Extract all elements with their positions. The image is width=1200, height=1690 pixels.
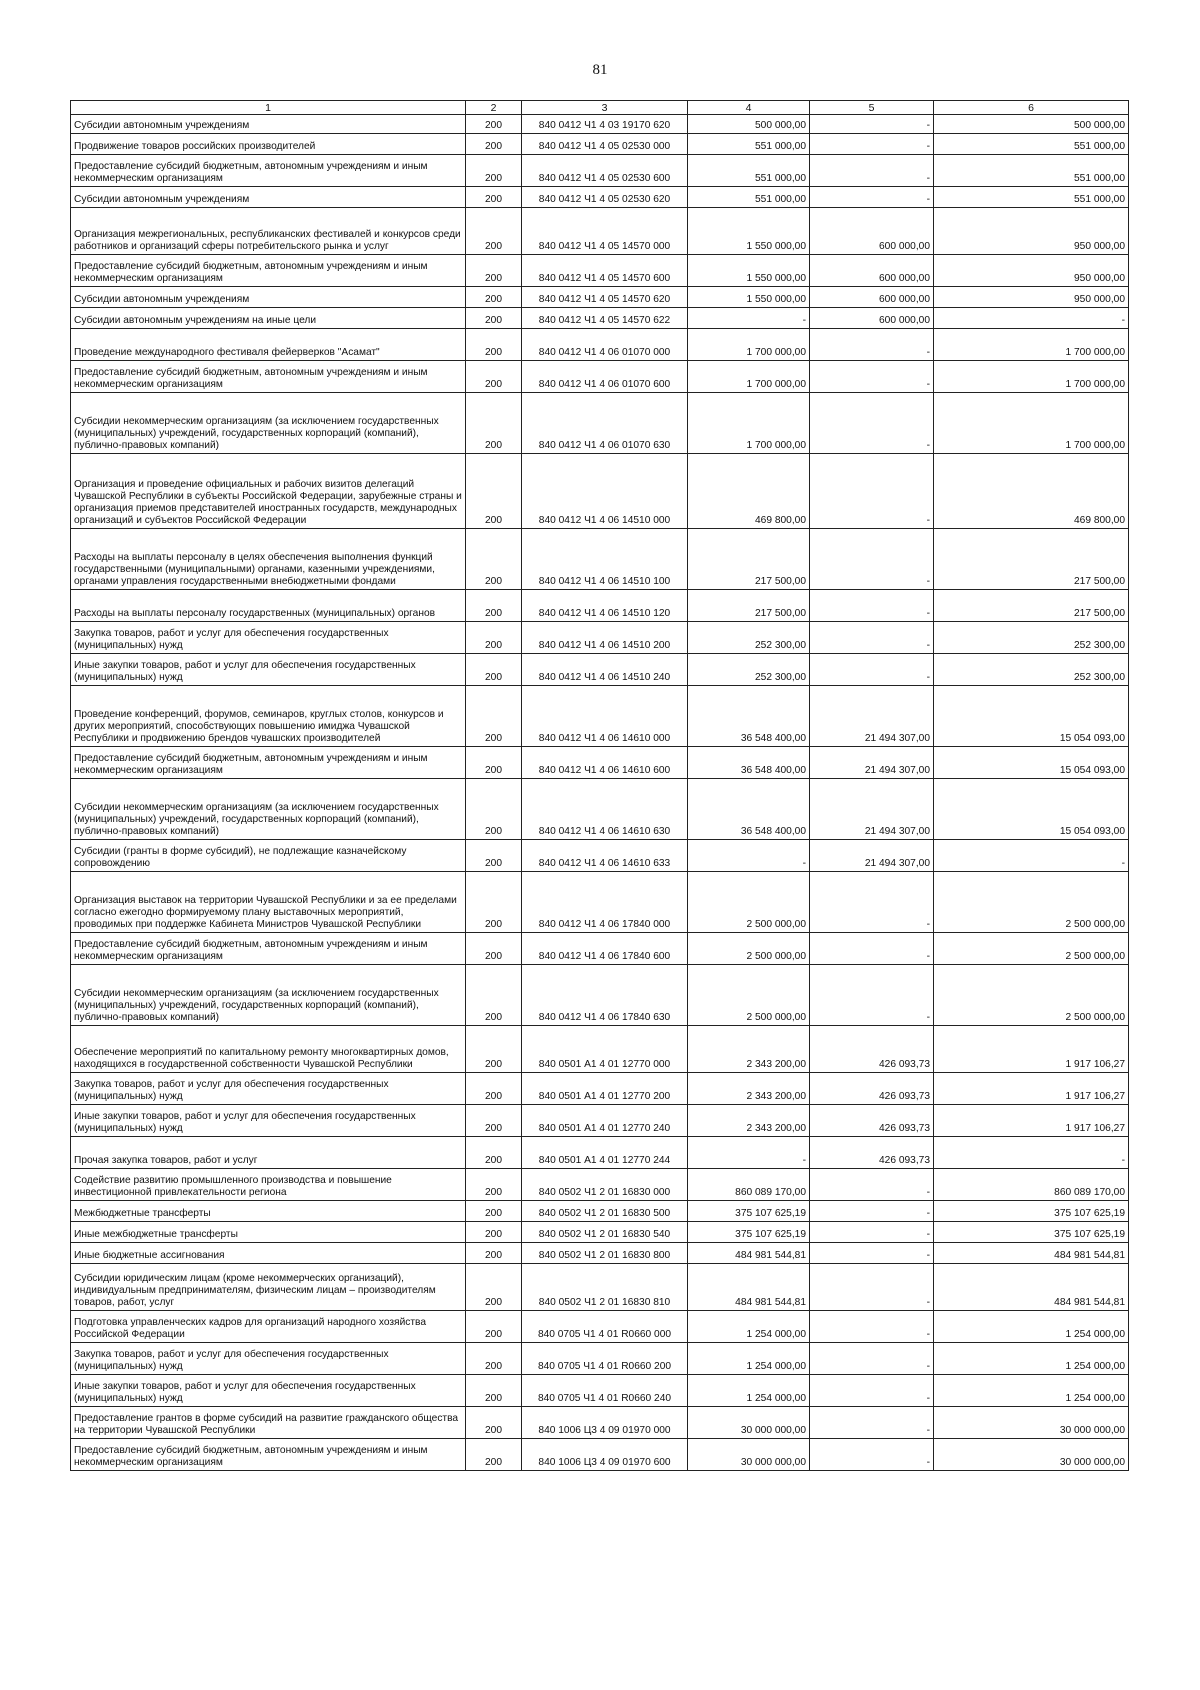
row-code-cell: 200	[466, 1343, 522, 1375]
table-row	[71, 255, 1129, 287]
row-kbk-cell: 840 0412 Ч1 4 06 14610 630	[522, 779, 688, 840]
row-code-cell: 200	[466, 779, 522, 840]
row-value-col5: -	[810, 115, 934, 134]
row-name-cell: Иные закупки товаров, работ и услуг для обеспечения государственных (муниципальных) нужд	[71, 654, 466, 686]
row-code-cell: 200	[466, 187, 522, 208]
table-row	[71, 454, 1129, 529]
row-code-cell: 200	[466, 1222, 522, 1243]
row-code-cell: 200	[466, 840, 522, 872]
row-code-cell: 200	[466, 361, 522, 393]
row-value-col5: -	[810, 1201, 934, 1222]
row-value-col5: 21 494 307,00	[810, 747, 934, 779]
row-kbk-cell: 840 0412 Ч1 4 06 14510 100	[522, 529, 688, 590]
row-value-col4: 2 343 200,00	[688, 1105, 810, 1137]
row-value-col4: -	[688, 840, 810, 872]
row-value-col5: -	[810, 1264, 934, 1311]
row-value-col4: 36 548 400,00	[688, 779, 810, 840]
row-code-cell: 200	[466, 1026, 522, 1073]
row-value-col6: 484 981 544,81	[934, 1243, 1129, 1264]
row-value-col5: -	[810, 933, 934, 965]
row-value-col4: 2 343 200,00	[688, 1073, 810, 1105]
row-kbk-cell: 840 0502 Ч1 2 01 16830 500	[522, 1201, 688, 1222]
row-name-cell: Предоставление субсидий бюджетным, автономным учреждениям и иным некоммерческим организациям	[71, 255, 466, 287]
row-code-cell: 200	[466, 1439, 522, 1471]
row-value-col6: 469 800,00	[934, 454, 1129, 529]
row-value-col5: -	[810, 1375, 934, 1407]
row-kbk-cell: 840 0412 Ч1 4 06 14610 633	[522, 840, 688, 872]
table-row	[71, 1073, 1129, 1105]
row-value-col4: 551 000,00	[688, 134, 810, 155]
row-value-col4: 2 500 000,00	[688, 965, 810, 1026]
row-value-col4: 1 550 000,00	[688, 255, 810, 287]
table-row	[71, 1169, 1129, 1201]
row-value-col4: 1 254 000,00	[688, 1343, 810, 1375]
row-value-col5: -	[810, 134, 934, 155]
row-name-cell: Субсидии юридическим лицам (кроме некоммерческих организаций), индивидуальным предпринимателям, физическим лицам – производителям товаров, работ, услуг	[71, 1264, 466, 1311]
column-header: 6	[934, 101, 1129, 115]
row-value-col4: 469 800,00	[688, 454, 810, 529]
row-value-col5: -	[810, 329, 934, 361]
row-name-cell: Предоставление субсидий бюджетным, автономным учреждениям и иным некоммерческим организациям	[71, 1439, 466, 1471]
row-kbk-cell: 840 0412 Ч1 4 05 14570 622	[522, 308, 688, 329]
row-value-col6: 500 000,00	[934, 115, 1129, 134]
row-value-col4: 1 254 000,00	[688, 1311, 810, 1343]
row-code-cell: 200	[466, 1105, 522, 1137]
row-name-cell: Субсидии некоммерческим организациям (за исключением государственных (муниципальных) учреждений, государственных корпораций (компаний), публично-правовых компаний)	[71, 393, 466, 454]
row-value-col5: -	[810, 1311, 934, 1343]
row-value-col6: 30 000 000,00	[934, 1407, 1129, 1439]
row-value-col6: 15 054 093,00	[934, 747, 1129, 779]
row-value-col5: -	[810, 454, 934, 529]
row-value-col5: 600 000,00	[810, 287, 934, 308]
table-row	[71, 287, 1129, 308]
row-value-col6: 551 000,00	[934, 155, 1129, 187]
row-name-cell: Продвижение товаров российских производителей	[71, 134, 466, 155]
table-row	[71, 840, 1129, 872]
row-code-cell: 200	[466, 115, 522, 134]
row-name-cell: Обеспечение мероприятий по капитальному ремонту многоквартирных домов, находящихся в государственной собственности Чувашской Республики	[71, 1026, 466, 1073]
row-kbk-cell: 840 0412 Ч1 4 06 01070 600	[522, 361, 688, 393]
row-value-col5: -	[810, 529, 934, 590]
table-row	[71, 654, 1129, 686]
row-code-cell: 200	[466, 529, 522, 590]
row-value-col6: 950 000,00	[934, 287, 1129, 308]
row-kbk-cell: 840 0412 Ч1 4 05 02530 620	[522, 187, 688, 208]
row-value-col5: 426 093,73	[810, 1073, 934, 1105]
row-value-col4: 1 254 000,00	[688, 1375, 810, 1407]
row-value-col5: -	[810, 1243, 934, 1264]
column-header: 2	[466, 101, 522, 115]
row-kbk-cell: 840 0412 Ч1 4 05 02530 000	[522, 134, 688, 155]
table-row	[71, 872, 1129, 933]
row-value-col4: -	[688, 308, 810, 329]
budget-table	[70, 100, 1129, 1471]
row-name-cell: Закупка товаров, работ и услуг для обеспечения государственных (муниципальных) нужд	[71, 622, 466, 654]
row-value-col5: 21 494 307,00	[810, 840, 934, 872]
table-row	[71, 361, 1129, 393]
row-code-cell: 200	[466, 1407, 522, 1439]
row-value-col4: 36 548 400,00	[688, 747, 810, 779]
row-kbk-cell: 840 1006 Ц3 4 09 01970 000	[522, 1407, 688, 1439]
row-code-cell: 200	[466, 1243, 522, 1264]
row-code-cell: 200	[466, 329, 522, 361]
row-code-cell: 200	[466, 1137, 522, 1169]
row-value-col6: 30 000 000,00	[934, 1439, 1129, 1471]
row-name-cell: Расходы на выплаты персоналу государственных (муниципальных) органов	[71, 590, 466, 622]
table-row	[71, 1026, 1129, 1073]
row-kbk-cell: 840 0412 Ч1 4 06 01070 630	[522, 393, 688, 454]
row-kbk-cell: 840 0502 Ч1 2 01 16830 800	[522, 1243, 688, 1264]
row-value-col5: 21 494 307,00	[810, 779, 934, 840]
row-name-cell: Организация межрегиональных, республиканских фестивалей и конкурсов среди работников и организаций сферы потребительского рынка и услуг	[71, 208, 466, 255]
row-value-col6: 950 000,00	[934, 208, 1129, 255]
row-value-col4: 30 000 000,00	[688, 1439, 810, 1471]
row-value-col5: -	[810, 1407, 934, 1439]
row-name-cell: Подготовка управленческих кадров для организаций народного хозяйства Российской Федерации	[71, 1311, 466, 1343]
column-header: 1	[71, 101, 466, 115]
row-code-cell: 200	[466, 872, 522, 933]
row-value-col5: -	[810, 1343, 934, 1375]
row-value-col4: 551 000,00	[688, 155, 810, 187]
table-row	[71, 1201, 1129, 1222]
column-header: 5	[810, 101, 934, 115]
table-body	[71, 115, 1129, 1471]
row-code-cell: 200	[466, 255, 522, 287]
table-row	[71, 1375, 1129, 1407]
row-kbk-cell: 840 0501 А1 4 01 12770 200	[522, 1073, 688, 1105]
table-row	[71, 308, 1129, 329]
table-row	[71, 590, 1129, 622]
row-value-col6: 1 254 000,00	[934, 1375, 1129, 1407]
row-value-col4: 30 000 000,00	[688, 1407, 810, 1439]
row-kbk-cell: 840 0412 Ч1 4 06 14610 000	[522, 686, 688, 747]
row-value-col4: 1 700 000,00	[688, 329, 810, 361]
table-row	[71, 1343, 1129, 1375]
table-row	[71, 393, 1129, 454]
row-name-cell: Прочая закупка товаров, работ и услуг	[71, 1137, 466, 1169]
row-value-col5: -	[810, 187, 934, 208]
row-code-cell: 200	[466, 287, 522, 308]
row-value-col6: 551 000,00	[934, 134, 1129, 155]
row-kbk-cell: 840 0412 Ч1 4 05 02530 600	[522, 155, 688, 187]
row-value-col4: 1 550 000,00	[688, 287, 810, 308]
table-row	[71, 1105, 1129, 1137]
table-row	[71, 965, 1129, 1026]
row-value-col4: 217 500,00	[688, 529, 810, 590]
row-name-cell: Проведение конференций, форумов, семинаров, круглых столов, конкурсов и других мероприятий, способствующих повышению имиджа Чувашской Республики и продвижению брендов чувашских производителей	[71, 686, 466, 747]
row-code-cell: 200	[466, 933, 522, 965]
row-name-cell: Субсидии автономным учреждениям	[71, 115, 466, 134]
row-value-col6: 15 054 093,00	[934, 779, 1129, 840]
row-value-col4: 2 500 000,00	[688, 933, 810, 965]
table-row	[71, 529, 1129, 590]
table-row	[71, 1439, 1129, 1471]
row-value-col6: 950 000,00	[934, 255, 1129, 287]
table-row	[71, 1264, 1129, 1311]
table-row	[71, 1407, 1129, 1439]
row-value-col6: 217 500,00	[934, 529, 1129, 590]
table-row	[71, 115, 1129, 134]
row-value-col6: 1 254 000,00	[934, 1343, 1129, 1375]
row-kbk-cell: 840 1006 Ц3 4 09 01970 600	[522, 1439, 688, 1471]
row-code-cell: 200	[466, 622, 522, 654]
row-value-col4: 2 343 200,00	[688, 1026, 810, 1073]
row-kbk-cell: 840 0502 Ч1 2 01 16830 810	[522, 1264, 688, 1311]
row-name-cell: Субсидии автономным учреждениям	[71, 187, 466, 208]
row-value-col6: 2 500 000,00	[934, 872, 1129, 933]
row-value-col4: 2 500 000,00	[688, 872, 810, 933]
row-value-col4: 484 981 544,81	[688, 1243, 810, 1264]
row-value-col5: -	[810, 622, 934, 654]
table-row	[71, 747, 1129, 779]
row-kbk-cell: 840 0502 Ч1 2 01 16830 000	[522, 1169, 688, 1201]
row-code-cell: 200	[466, 1073, 522, 1105]
row-kbk-cell: 840 0705 Ч1 4 01 R0660 000	[522, 1311, 688, 1343]
row-value-col6: 1 700 000,00	[934, 329, 1129, 361]
row-name-cell: Предоставление субсидий бюджетным, автономным учреждениям и иным некоммерческим организациям	[71, 155, 466, 187]
row-value-col6: -	[934, 840, 1129, 872]
row-code-cell: 200	[466, 155, 522, 187]
row-value-col5: -	[810, 393, 934, 454]
row-name-cell: Содействие развитию промышленного производства и повышение инвестиционной привлекательности региона	[71, 1169, 466, 1201]
table-row	[71, 208, 1129, 255]
row-value-col6: 551 000,00	[934, 187, 1129, 208]
row-kbk-cell: 840 0502 Ч1 2 01 16830 540	[522, 1222, 688, 1243]
row-value-col5: 600 000,00	[810, 255, 934, 287]
row-value-col5: 21 494 307,00	[810, 686, 934, 747]
row-name-cell: Предоставление субсидий бюджетным, автономным учреждениям и иным некоммерческим организациям	[71, 933, 466, 965]
row-value-col6: 1 917 106,27	[934, 1026, 1129, 1073]
row-code-cell: 200	[466, 1201, 522, 1222]
row-value-col5: 426 093,73	[810, 1105, 934, 1137]
row-value-col4: 375 107 625,19	[688, 1222, 810, 1243]
row-kbk-cell: 840 0412 Ч1 4 03 19170 620	[522, 115, 688, 134]
row-kbk-cell: 840 0412 Ч1 4 06 17840 000	[522, 872, 688, 933]
row-code-cell: 200	[466, 686, 522, 747]
row-value-col6: 860 089 170,00	[934, 1169, 1129, 1201]
row-kbk-cell: 840 0412 Ч1 4 06 01070 000	[522, 329, 688, 361]
row-name-cell: Иные межбюджетные трансферты	[71, 1222, 466, 1243]
row-value-col5: -	[810, 590, 934, 622]
row-value-col5: -	[810, 965, 934, 1026]
row-value-col4: 1 700 000,00	[688, 393, 810, 454]
row-name-cell: Организация и проведение официальных и рабочих визитов делегаций Чувашской Республики в субъекты Российской Федерации, зарубежные страны и организация приемов представителей иностранных государств, международных организаций и субъектов Российской Федерации	[71, 454, 466, 529]
table-header	[71, 101, 1129, 115]
row-code-cell: 200	[466, 393, 522, 454]
row-value-col4: 1 700 000,00	[688, 361, 810, 393]
table-row	[71, 622, 1129, 654]
row-name-cell: Закупка товаров, работ и услуг для обеспечения государственных (муниципальных) нужд	[71, 1073, 466, 1105]
row-kbk-cell: 840 0412 Ч1 4 06 14510 120	[522, 590, 688, 622]
row-value-col6: 1 700 000,00	[934, 393, 1129, 454]
table-row	[71, 686, 1129, 747]
row-kbk-cell: 840 0705 Ч1 4 01 R0660 200	[522, 1343, 688, 1375]
row-value-col4: 484 981 544,81	[688, 1264, 810, 1311]
row-name-cell: Расходы на выплаты персоналу в целях обеспечения выполнения функций государственными (муниципальными) органами, казенными учреждениями, органами управления государственными внебюджетными фондами	[71, 529, 466, 590]
row-value-col4: 551 000,00	[688, 187, 810, 208]
table-row	[71, 1137, 1129, 1169]
row-value-col5: -	[810, 872, 934, 933]
row-name-cell: Иные бюджетные ассигнования	[71, 1243, 466, 1264]
row-code-cell: 200	[466, 1311, 522, 1343]
row-value-col6: 375 107 625,19	[934, 1201, 1129, 1222]
row-value-col6: 2 500 000,00	[934, 933, 1129, 965]
row-kbk-cell: 840 0412 Ч1 4 06 17840 600	[522, 933, 688, 965]
row-value-col6: 1 917 106,27	[934, 1073, 1129, 1105]
row-code-cell: 200	[466, 590, 522, 622]
row-name-cell: Межбюджетные трансферты	[71, 1201, 466, 1222]
row-value-col6: 1 917 106,27	[934, 1105, 1129, 1137]
row-code-cell: 200	[466, 454, 522, 529]
row-name-cell: Субсидии автономным учреждениям на иные цели	[71, 308, 466, 329]
row-code-cell: 200	[466, 654, 522, 686]
row-code-cell: 200	[466, 747, 522, 779]
row-name-cell: Субсидии (гранты в форме субсидий), не подлежащие казначейскому сопровождению	[71, 840, 466, 872]
row-value-col4: 1 550 000,00	[688, 208, 810, 255]
table-row	[71, 155, 1129, 187]
row-kbk-cell: 840 0412 Ч1 4 06 14510 240	[522, 654, 688, 686]
table-row	[71, 779, 1129, 840]
row-value-col5: 600 000,00	[810, 308, 934, 329]
row-code-cell: 200	[466, 1264, 522, 1311]
row-value-col4: 217 500,00	[688, 590, 810, 622]
row-kbk-cell: 840 0412 Ч1 4 05 14570 600	[522, 255, 688, 287]
table-row	[71, 134, 1129, 155]
row-name-cell: Организация выставок на территории Чувашской Республики и за ее пределами согласно ежегодно формируемому плану выставочных мероприятий, проводимых при поддержке Кабинета Министров Чувашской Республики	[71, 872, 466, 933]
column-header: 4	[688, 101, 810, 115]
row-value-col4: 252 300,00	[688, 654, 810, 686]
row-value-col6: 252 300,00	[934, 622, 1129, 654]
row-name-cell: Предоставление грантов в форме субсидий на развитие гражданского общества на территории Чувашской Республики	[71, 1407, 466, 1439]
row-value-col4: 375 107 625,19	[688, 1201, 810, 1222]
row-value-col5: -	[810, 1439, 934, 1471]
row-kbk-cell: 840 0412 Ч1 4 05 14570 620	[522, 287, 688, 308]
row-value-col6: 375 107 625,19	[934, 1222, 1129, 1243]
table-row	[71, 1222, 1129, 1243]
row-kbk-cell: 840 0705 Ч1 4 01 R0660 240	[522, 1375, 688, 1407]
row-value-col5: 426 093,73	[810, 1137, 934, 1169]
row-value-col5: -	[810, 654, 934, 686]
row-name-cell: Субсидии некоммерческим организациям (за исключением государственных (муниципальных) учреждений, государственных корпораций (компаний), публично-правовых компаний)	[71, 965, 466, 1026]
row-value-col6: 1 700 000,00	[934, 361, 1129, 393]
row-value-col6: 2 500 000,00	[934, 965, 1129, 1026]
row-value-col4: 36 548 400,00	[688, 686, 810, 747]
row-kbk-cell: 840 0412 Ч1 4 06 14510 000	[522, 454, 688, 529]
header-row	[71, 101, 1129, 115]
row-code-cell: 200	[466, 965, 522, 1026]
row-name-cell: Закупка товаров, работ и услуг для обеспечения государственных (муниципальных) нужд	[71, 1343, 466, 1375]
table-row	[71, 933, 1129, 965]
row-value-col5: -	[810, 1222, 934, 1243]
row-code-cell: 200	[466, 1169, 522, 1201]
column-header: 3	[522, 101, 688, 115]
row-value-col6: -	[934, 1137, 1129, 1169]
row-code-cell: 200	[466, 1375, 522, 1407]
row-value-col5: -	[810, 361, 934, 393]
table-row	[71, 329, 1129, 361]
row-kbk-cell: 840 0412 Ч1 4 05 14570 000	[522, 208, 688, 255]
row-value-col5: -	[810, 1169, 934, 1201]
row-name-cell: Субсидии автономным учреждениям	[71, 287, 466, 308]
row-name-cell: Проведение международного фестиваля фейерверков "Асамат"	[71, 329, 466, 361]
row-value-col5: 600 000,00	[810, 208, 934, 255]
row-value-col4: 252 300,00	[688, 622, 810, 654]
row-value-col6: 1 254 000,00	[934, 1311, 1129, 1343]
row-value-col6: 15 054 093,00	[934, 686, 1129, 747]
row-value-col6: 217 500,00	[934, 590, 1129, 622]
row-name-cell: Предоставление субсидий бюджетным, автономным учреждениям и иным некоммерческим организациям	[71, 361, 466, 393]
row-code-cell: 200	[466, 308, 522, 329]
row-name-cell: Предоставление субсидий бюджетным, автономным учреждениям и иным некоммерческим организациям	[71, 747, 466, 779]
row-value-col6: -	[934, 308, 1129, 329]
row-value-col5: 426 093,73	[810, 1026, 934, 1073]
row-name-cell: Иные закупки товаров, работ и услуг для обеспечения государственных (муниципальных) нужд	[71, 1105, 466, 1137]
row-name-cell: Субсидии некоммерческим организациям (за исключением государственных (муниципальных) учреждений, государственных корпораций (компаний), публично-правовых компаний)	[71, 779, 466, 840]
row-value-col4: 500 000,00	[688, 115, 810, 134]
row-value-col5: -	[810, 155, 934, 187]
row-kbk-cell: 840 0501 А1 4 01 12770 000	[522, 1026, 688, 1073]
row-value-col6: 252 300,00	[934, 654, 1129, 686]
row-value-col4: 860 089 170,00	[688, 1169, 810, 1201]
row-code-cell: 200	[466, 208, 522, 255]
row-kbk-cell: 840 0501 А1 4 01 12770 240	[522, 1105, 688, 1137]
row-name-cell: Иные закупки товаров, работ и услуг для обеспечения государственных (муниципальных) нужд	[71, 1375, 466, 1407]
row-kbk-cell: 840 0412 Ч1 4 06 14610 600	[522, 747, 688, 779]
row-code-cell: 200	[466, 134, 522, 155]
table-row	[71, 1311, 1129, 1343]
page-number: 81	[592, 62, 608, 78]
row-value-col4: -	[688, 1137, 810, 1169]
table-row	[71, 1243, 1129, 1264]
row-kbk-cell: 840 0412 Ч1 4 06 17840 630	[522, 965, 688, 1026]
table-row	[71, 187, 1129, 208]
row-kbk-cell: 840 0412 Ч1 4 06 14510 200	[522, 622, 688, 654]
row-kbk-cell: 840 0501 А1 4 01 12770 244	[522, 1137, 688, 1169]
row-value-col6: 484 981 544,81	[934, 1264, 1129, 1311]
